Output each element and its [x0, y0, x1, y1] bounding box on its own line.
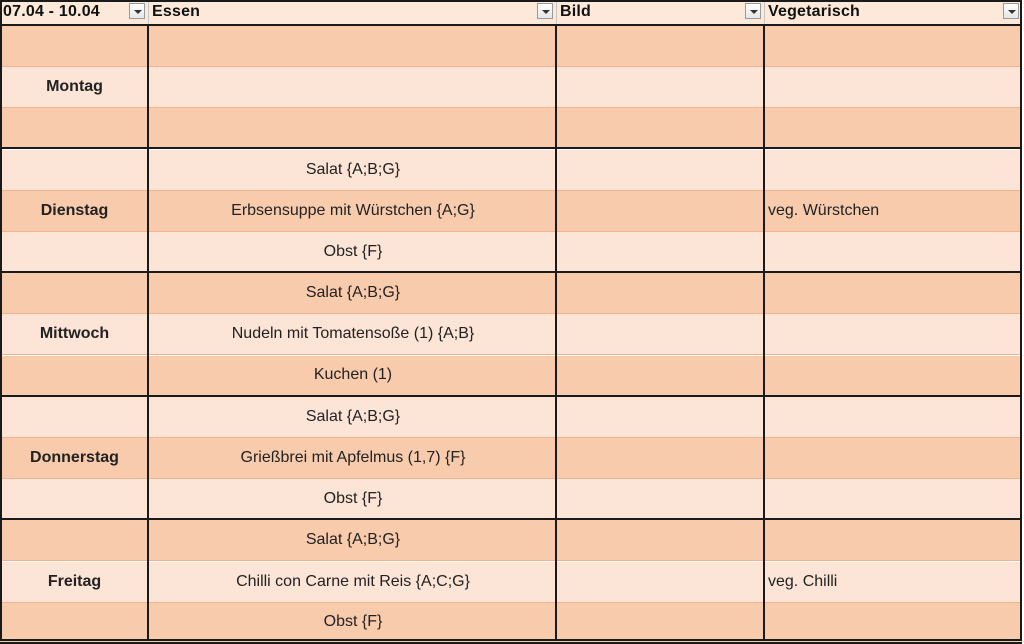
- column-divider: [763, 24, 765, 641]
- header-date-range: 07.04 - 10.04: [3, 3, 100, 20]
- vegetarian-cell[interactable]: [765, 26, 1022, 66]
- image-cell[interactable]: [557, 150, 765, 190]
- vegetarian-cell[interactable]: [765, 150, 1022, 190]
- image-cell[interactable]: [557, 356, 765, 395]
- day-cell[interactable]: [0, 191, 149, 231]
- header-vegetarian: Vegetarisch: [768, 3, 861, 20]
- header-date-range-cell[interactable]: [0, 0, 149, 24]
- image-cell[interactable]: [557, 232, 765, 271]
- image-cell[interactable]: [557, 273, 765, 313]
- vegetarian-cell[interactable]: [765, 397, 1022, 437]
- food-text: Erbsensuppe mit Würstchen {A;G}: [231, 201, 475, 219]
- day-cell[interactable]: [0, 479, 149, 518]
- table-row: [0, 67, 1022, 108]
- header-vegetarian-cell[interactable]: [765, 0, 1022, 24]
- image-cell[interactable]: [557, 397, 765, 437]
- food-cell[interactable]: [149, 26, 557, 66]
- vegetarian-cell[interactable]: [765, 232, 1022, 271]
- food-text: Salat {A;B;G}: [305, 284, 401, 302]
- food-text: Obst {F}: [323, 242, 383, 260]
- food-cell[interactable]: [149, 232, 557, 271]
- day-name: Montag: [46, 78, 103, 96]
- day-cell[interactable]: [0, 273, 149, 313]
- food-cell[interactable]: [149, 191, 557, 231]
- image-cell[interactable]: [557, 562, 765, 602]
- food-text: Grießbrei mit Apfelmus (1,7) {F}: [240, 449, 466, 466]
- vegetarian-cell[interactable]: [765, 438, 1022, 478]
- vegetarian-cell[interactable]: [765, 273, 1022, 313]
- table-row: [0, 520, 1022, 561]
- vegetarian-cell[interactable]: [765, 603, 1022, 642]
- day-cell[interactable]: [0, 232, 149, 271]
- table-row: [0, 273, 1022, 314]
- day-cell[interactable]: [0, 356, 149, 395]
- day-cell[interactable]: [0, 314, 149, 354]
- food-cell[interactable]: [149, 67, 557, 107]
- food-cell[interactable]: [149, 479, 557, 518]
- food-text: Kuchen (1): [313, 366, 393, 384]
- header-row: [0, 0, 1022, 26]
- vegetarian-cell[interactable]: [765, 562, 1022, 602]
- day-cell[interactable]: [0, 562, 149, 602]
- day-cell[interactable]: [0, 603, 149, 642]
- header-image: Bild: [560, 3, 592, 20]
- food-text: Nudeln mit Tomatensoße (1) {A;B}: [231, 325, 475, 343]
- day-name: Mittwoch: [39, 325, 110, 343]
- food-cell[interactable]: [149, 150, 557, 190]
- table-row: [0, 603, 1022, 644]
- day-cell[interactable]: [0, 67, 149, 107]
- food-cell[interactable]: [149, 108, 557, 147]
- vegetarian-cell[interactable]: [765, 479, 1022, 518]
- food-cell[interactable]: [149, 273, 557, 313]
- image-cell[interactable]: [557, 479, 765, 518]
- vegetarian-text: veg. Würstchen: [768, 201, 880, 219]
- image-cell[interactable]: [557, 603, 765, 642]
- vegetarian-cell[interactable]: [765, 314, 1022, 354]
- table-row: [0, 150, 1022, 191]
- food-text: Salat {A;B;G}: [305, 531, 401, 549]
- food-text: Salat {A;B;G}: [305, 160, 401, 178]
- food-cell[interactable]: [149, 603, 557, 642]
- filter-dropdown-date-icon[interactable]: [129, 3, 145, 19]
- image-cell[interactable]: [557, 108, 765, 147]
- header-food-cell[interactable]: [149, 0, 557, 24]
- table-row: [0, 562, 1022, 603]
- vegetarian-cell[interactable]: [765, 356, 1022, 395]
- table-row: [0, 232, 1022, 273]
- food-cell[interactable]: [149, 397, 557, 437]
- filter-dropdown-vegetarian-icon[interactable]: [1003, 3, 1019, 19]
- day-cell[interactable]: [0, 438, 149, 478]
- food-cell[interactable]: [149, 520, 557, 560]
- image-cell[interactable]: [557, 26, 765, 66]
- image-cell[interactable]: [557, 314, 765, 354]
- table-row: [0, 397, 1022, 438]
- table-row: [0, 191, 1022, 232]
- table-row: [0, 479, 1022, 520]
- vegetarian-cell[interactable]: [765, 108, 1022, 147]
- food-text: Chilli con Carne mit Reis {A;C;G}: [236, 572, 470, 590]
- image-cell[interactable]: [557, 67, 765, 107]
- table-row: [0, 314, 1022, 355]
- vegetarian-cell[interactable]: [765, 191, 1022, 231]
- filter-dropdown-image-icon[interactable]: [745, 3, 761, 19]
- day-cell[interactable]: [0, 26, 149, 66]
- filter-dropdown-food-icon[interactable]: [537, 3, 553, 19]
- day-cell[interactable]: [0, 108, 149, 147]
- food-cell[interactable]: [149, 314, 557, 354]
- header-image-cell[interactable]: [557, 0, 765, 24]
- food-cell[interactable]: [149, 562, 557, 602]
- table-row: [0, 356, 1022, 397]
- vegetarian-cell[interactable]: [765, 67, 1022, 107]
- day-cell[interactable]: [0, 150, 149, 190]
- day-name: Freitag: [47, 572, 102, 590]
- day-cell[interactable]: [0, 397, 149, 437]
- table-row: [0, 108, 1022, 149]
- image-cell[interactable]: [557, 438, 765, 478]
- table-row: [0, 26, 1022, 67]
- food-cell[interactable]: [149, 356, 557, 395]
- image-cell[interactable]: [557, 520, 765, 560]
- vegetarian-cell[interactable]: [765, 520, 1022, 560]
- table-row: [0, 438, 1022, 479]
- vegetarian-text: veg. Chilli: [768, 572, 838, 590]
- header-food: Essen: [152, 3, 201, 20]
- day-name: Dienstag: [40, 201, 109, 219]
- image-cell[interactable]: [557, 191, 765, 231]
- column-divider: [555, 24, 557, 641]
- food-text: Obst {F}: [323, 613, 383, 631]
- day-name: Donnerstag: [30, 449, 119, 466]
- food-cell[interactable]: [149, 438, 557, 478]
- column-divider: [147, 24, 149, 641]
- food-text: Salat {A;B;G}: [305, 407, 401, 425]
- food-text: Obst {F}: [323, 489, 383, 507]
- day-cell[interactable]: [0, 520, 149, 560]
